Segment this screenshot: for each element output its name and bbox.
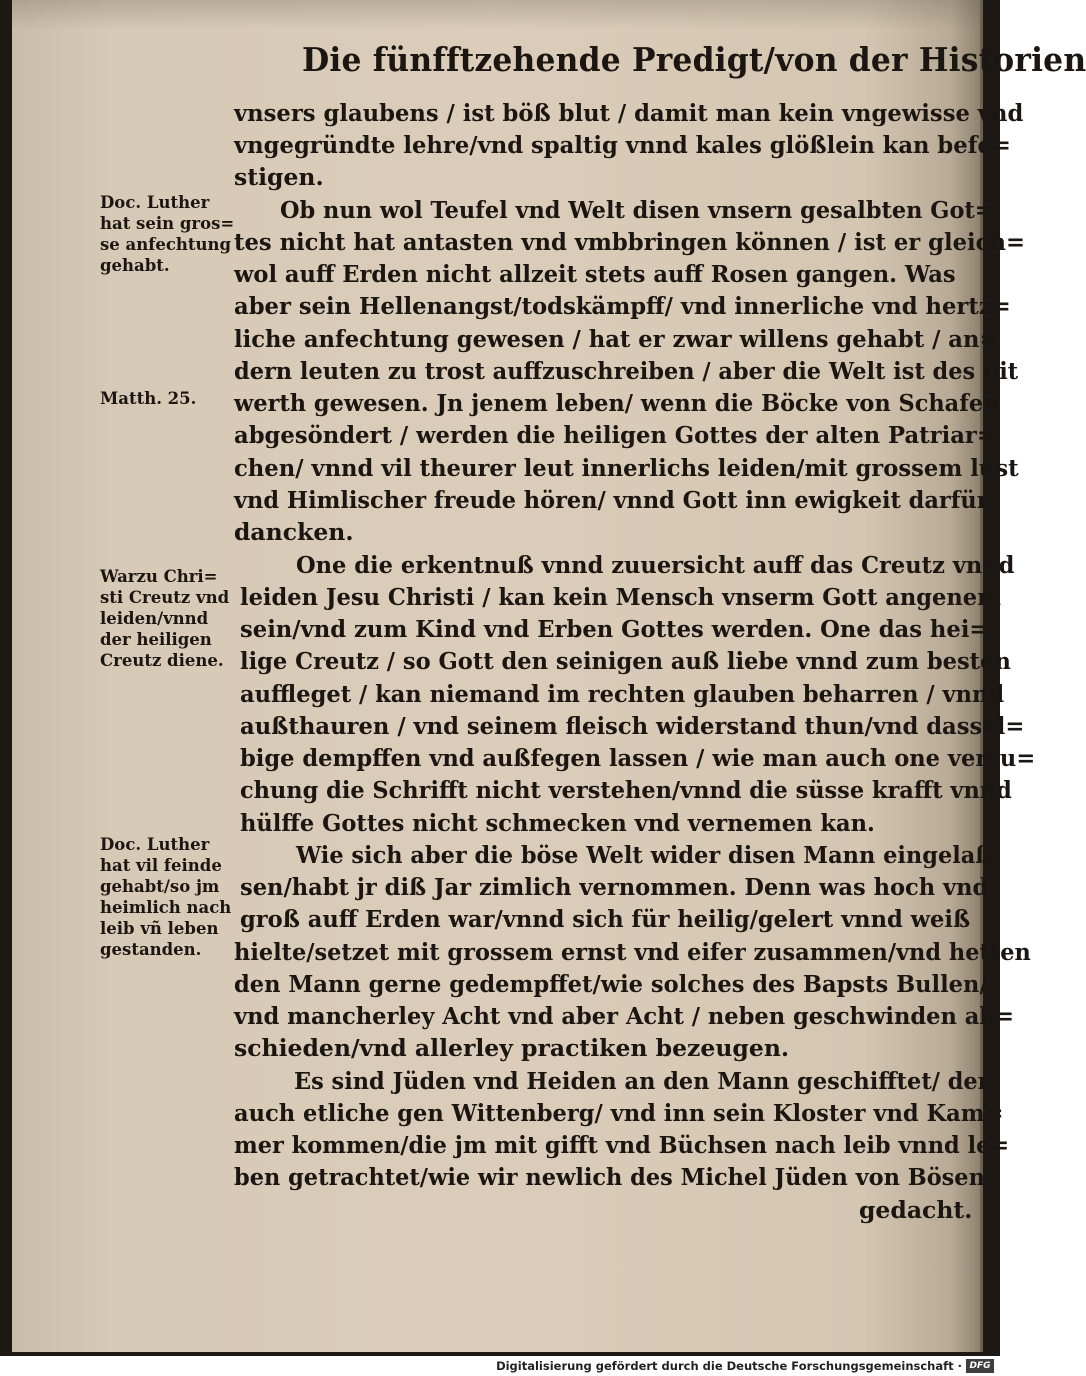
margin-note-line: gehabt. [100, 256, 170, 275]
text-line: ben getrachtet/wie wir newlich des Michel Jüden von Bösen [234, 1163, 985, 1191]
text-line: auch etliche gen Wittenberg/ vnd inn sein Kloster vnd Kam= [234, 1099, 1004, 1127]
text-line: hielte/setzet mit grossem ernst vnd eifer zusammen/vnd hetten [234, 938, 1031, 966]
text-line: schieden/vnd allerley practiken bezeugen. [234, 1034, 790, 1062]
margin-note [100, 388, 250, 409]
margin-note-line: Matth. 25. [100, 389, 197, 408]
running-head: Die fünfftzehende Predigt/von der Historien [302, 40, 1086, 79]
text-line: chen/ vnnd vil theurer leut innerlichs leiden/mit grossem lust [234, 454, 1019, 482]
text-line: One die erkentnuß vnnd zuuersicht auff das Creutz vnnd [296, 551, 1015, 579]
text-line: tes nicht hat antasten vnd vmbbringen können / ist er gleich= [234, 228, 1025, 256]
text-line: chung die Schrifft nicht verstehen/vnnd die süsse krafft vnnd [240, 776, 1012, 804]
text-line: sein/vnd zum Kind vnd Erben Gottes werden. One das hei= [240, 615, 989, 643]
text-line: Es sind Jüden vnd Heiden an den Mann geschifftet/ der [294, 1067, 990, 1095]
text-line: mer kommen/die jm mit gifft vnd Büchsen nach leib vnnd le= [234, 1131, 1010, 1159]
text-line: vnd Himlischer freude hören/ vnnd Gott inn ewigkeit darfür [234, 486, 989, 514]
text-line: Wie sich aber die böse Welt wider disen Mann eingelaß [296, 841, 993, 869]
margin-note-line: Doc. Luther [100, 835, 210, 854]
margin-note-line: gestanden. [100, 940, 202, 959]
funding-credit: Digitalisierung gefördert durch die Deutsche Forschungsgemeinschaft · [496, 1359, 962, 1373]
text-line: werth gewesen. Jn jenem leben/ wenn die Böcke von Schafen [234, 389, 1000, 417]
margin-note-line: Creutz diene. [100, 651, 224, 670]
margin-note-line: Warzu Chri= [100, 567, 218, 586]
text-line: dancken. [234, 518, 354, 546]
margin-note-line: leib vñ leben [100, 919, 219, 938]
margin-note-line: gehabt/so jm [100, 877, 220, 896]
catchword-line: gedacht. [859, 1196, 973, 1224]
margin-note-line: hat sein gros= [100, 214, 235, 233]
margin-note [100, 566, 250, 671]
text-line: abgesöndert / werden die heiligen Gottes der alten Patriar= [234, 421, 996, 449]
margin-note-line: der heiligen [100, 630, 212, 649]
text-line: aber sein Hellenangst/todskämpff/ vnd innerliche vnd hertz= [234, 292, 1011, 320]
margin-note-line: heimlich nach [100, 898, 232, 917]
text-line: vnd mancherley Acht vnd aber Acht / neben geschwinden ab= [234, 1002, 1015, 1030]
text-line: wol auff Erden nicht allzeit stets auff Rosen gangen. Was [234, 260, 956, 288]
margin-note-line: hat vil feinde [100, 856, 222, 875]
text-line: vnsers glaubens / ist böß blut / damit man kein vngewisse vnd [234, 99, 1024, 127]
paper-sheet [12, 0, 1086, 1352]
text-line: bige dempffen vnd außfegen lassen / wie man auch one versu= [240, 744, 1036, 772]
dfg-logo: DFG [966, 1359, 994, 1373]
text-line: den Mann gerne gedempffet/wie solches des Bapsts Bullen/ [234, 970, 988, 998]
margin-note [100, 192, 250, 276]
text-line: stigen. [234, 163, 324, 191]
margin-note-line: Doc. Luther [100, 193, 210, 212]
text-line: dern leuten zu trost auffzuschreiben / aber die Welt ist des nit [234, 357, 1019, 385]
text-line: lige Creutz / so Gott den seinigen auß liebe vnnd zum besten [240, 647, 1011, 675]
footer-bar [0, 1358, 1000, 1376]
margin-note [100, 834, 250, 960]
text-line: liche anfechtung gewesen / hat er zwar willens gehabt / an= [234, 325, 999, 353]
text-line: leiden Jesu Christi / kan kein Mensch vnserm Gott angenem [240, 583, 1002, 611]
margin-note-line: sti Creutz vnd [100, 588, 230, 607]
text-line: Ob nun wol Teufel vnd Welt disen vnsern gesalbten Got= [280, 196, 994, 224]
text-line: auffleget / kan niemand im rechten glauben beharren / vnnd [240, 680, 1005, 708]
text-line: sen/habt jr diß Jar zimlich vernommen. Denn was hoch vnd [240, 873, 989, 901]
text-line: vngegründte lehre/vnd spaltig vnnd kales glößlein kan befe= [234, 131, 1011, 159]
text-line: hülffe Gottes nicht schmecken vnd vernemen kan. [240, 809, 875, 837]
margin-note-line: leiden/vnnd [100, 609, 209, 628]
margin-note-line: se anfechtung [100, 235, 232, 254]
text-line: außthauren / vnd seinem fleisch widerstand thun/vnd dassel= [240, 712, 1025, 740]
text-line: groß auff Erden war/vnnd sich für heilig/gelert vnnd weiß [240, 905, 971, 933]
